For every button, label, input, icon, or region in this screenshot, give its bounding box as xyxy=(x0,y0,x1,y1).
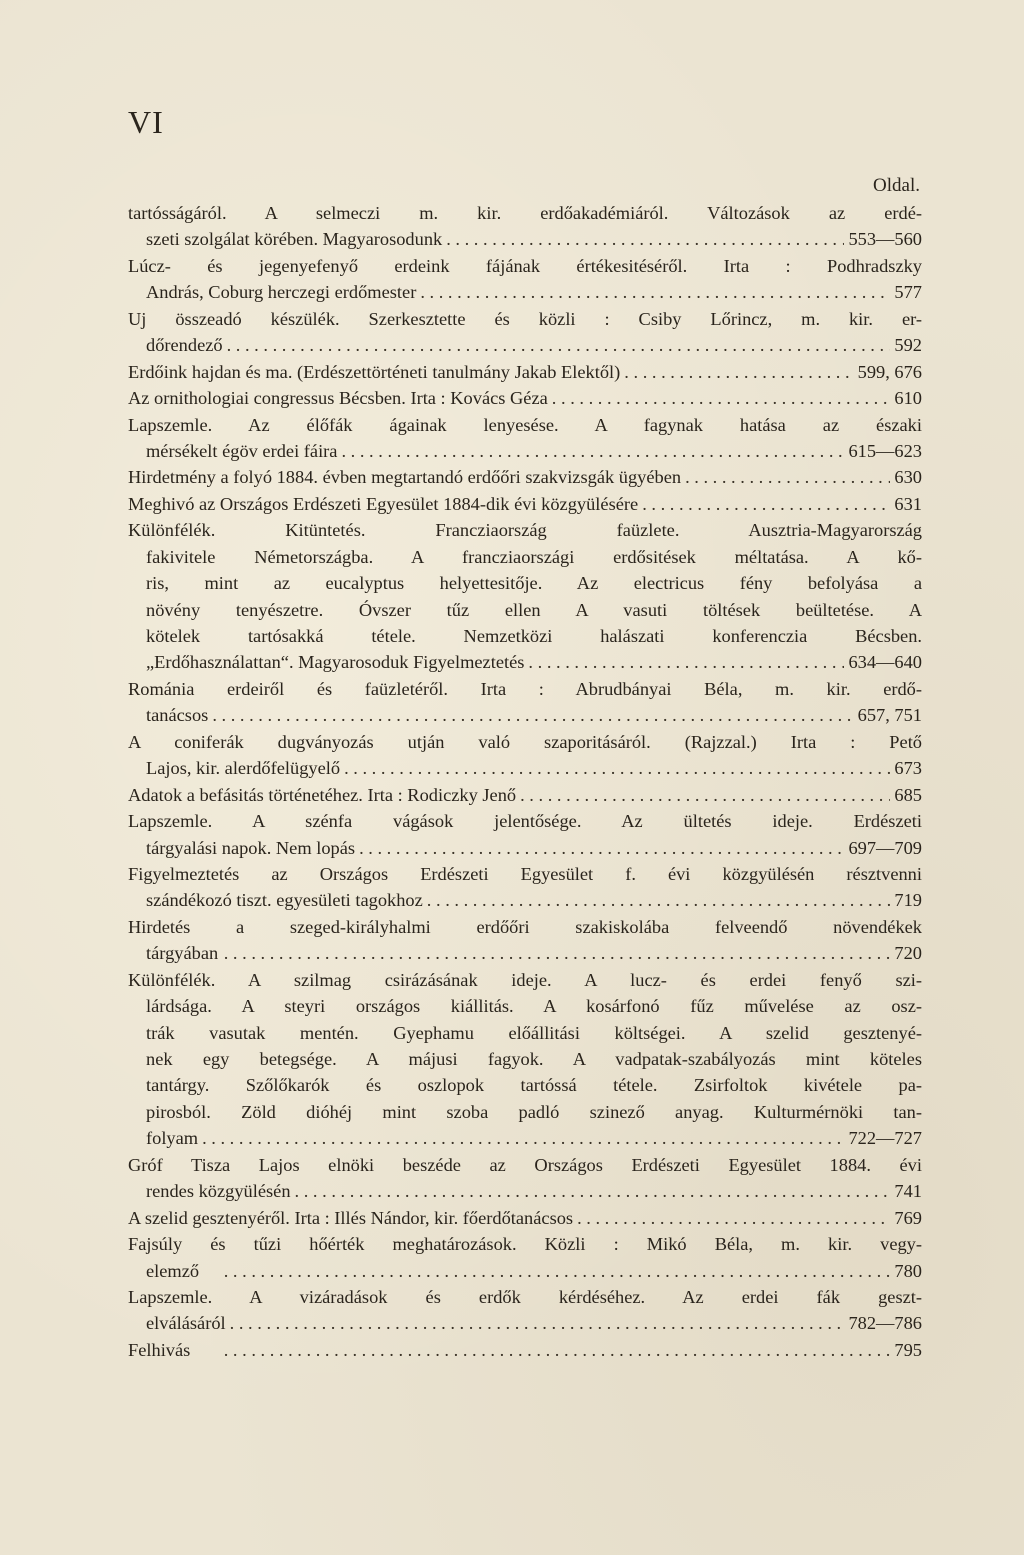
toc-page-ref: 720 xyxy=(894,943,922,964)
toc-entry xyxy=(128,464,922,490)
toc-entry-text: Hirdetés a szeged-királyhalmi erdőőri szakiskolába felveendő növendékek xyxy=(128,916,922,937)
toc-page-ref: 577 xyxy=(894,282,922,303)
toc-entry-line xyxy=(128,1258,922,1284)
dot-leader xyxy=(685,464,890,490)
dot-leader xyxy=(203,1258,890,1284)
toc-page-ref: 782—786 xyxy=(848,1313,922,1334)
toc-entry-line xyxy=(128,359,922,385)
toc-entry xyxy=(128,1231,922,1284)
toc-entry-line xyxy=(128,623,922,649)
dot-leader xyxy=(420,279,890,305)
dot-leader xyxy=(341,438,844,464)
toc-entry-title: Felhivás xyxy=(128,1339,191,1360)
toc-entry-line xyxy=(128,491,922,517)
dot-leader xyxy=(194,1337,890,1363)
toc-entry xyxy=(128,914,922,967)
dot-leader xyxy=(212,702,853,728)
toc-entry-line xyxy=(128,1178,922,1204)
toc-entry-line xyxy=(128,332,922,358)
toc-entry-line xyxy=(128,464,922,490)
toc-entry-line xyxy=(128,438,922,464)
toc-entry-title: mérsékelt égöv erdei fáira xyxy=(146,440,338,461)
toc-entry-title: elemző xyxy=(146,1260,200,1281)
toc-entry-text: kötelek tartósakká tétele. Nemzetközi halászati konferenczia Bécsben. xyxy=(146,626,922,646)
toc-entry-text: Lúcz- és jegenyefenyő erdeink fájának értékesitéséről. Irta : Podhradszky xyxy=(128,255,922,276)
toc-entry-text: Lapszemle. A szénfa vágások jelentősége. Az ültetés ideje. Erdészeti xyxy=(128,811,922,832)
toc-entry-text: Gróf Tisza Lajos elnöki beszéde az Országos Erdészeti Egyesület 1884. évi xyxy=(128,1154,922,1175)
toc-entry-title: elválásáról xyxy=(146,1313,226,1334)
toc-page-ref: 610 xyxy=(894,388,922,409)
toc-entry-title: dőrendező xyxy=(146,335,223,356)
toc-entry xyxy=(128,782,922,808)
toc-entry-line xyxy=(128,544,922,570)
toc-entry-text: pirosból. Zöld dióhéj mint szoba padló szinező anyag. Kulturmérnöki tan- xyxy=(146,1101,922,1122)
toc-entry-title: „Erdőhasználattan“. Magyarosoduk Figyelmeztetés xyxy=(146,652,525,673)
toc-entry xyxy=(128,861,922,914)
toc-entry-line xyxy=(128,702,922,728)
toc-page-ref: 685 xyxy=(894,784,922,805)
toc-entry-line xyxy=(128,1072,922,1098)
toc-entry-title: tanácsos xyxy=(146,705,209,726)
toc-entry-text: ris, mint az eucalyptus helyettesitője. Az electricus fény befolyása a xyxy=(146,573,922,594)
toc-entry xyxy=(128,1152,922,1205)
dot-leader xyxy=(295,1178,891,1204)
toc-entry-text: nek egy betegsége. A májusi fagyok. A vadpatak-szabályozás mint köteles xyxy=(146,1049,922,1069)
toc-entry-line xyxy=(128,649,922,675)
toc-entry xyxy=(128,253,922,306)
toc-entry-line xyxy=(128,412,922,438)
toc-entry-title: Lajos, kir. alerdőfelügyelő xyxy=(146,758,341,779)
toc-entry-line xyxy=(128,993,922,1019)
toc-entry-text: Lapszemle. Az élőfák ágainak lenyesése. A fagynak hatása az északi xyxy=(128,414,922,435)
toc-entry-text: tantárgy. Szőlőkarók és oszlopok tartóssá tétele. Zsirfoltok kivétele pa- xyxy=(146,1075,922,1096)
toc-entry xyxy=(128,1284,922,1337)
toc-entry xyxy=(128,306,922,359)
toc-entry-line xyxy=(128,782,922,808)
toc-entry xyxy=(128,1205,922,1231)
toc-entry-text: lárdsága. A steyri országos kiállitás. A kosárfonó fűz művelése az osz- xyxy=(146,996,922,1017)
toc-entry xyxy=(128,359,922,385)
toc-page-ref: 780 xyxy=(894,1260,922,1281)
toc-page-ref: 631 xyxy=(894,493,922,514)
toc-entry xyxy=(128,1337,922,1363)
toc-entry-line xyxy=(128,1152,922,1178)
toc-entry-line xyxy=(128,967,922,993)
toc-entry-text: Különfélék. Kitüntetés. Francziaország faüzlete. Ausztria-Magyarország xyxy=(128,520,922,541)
column-header: Oldal. xyxy=(873,175,920,196)
toc-entry-text: Különfélék. A szilmag csirázásának ideje. A lucz- és erdei fenyő szi- xyxy=(128,969,922,990)
toc-entry-line xyxy=(128,1046,922,1072)
toc-entry-line xyxy=(128,1099,922,1125)
toc-page-ref: 719 xyxy=(894,890,922,911)
toc-page-ref: 673 xyxy=(894,758,922,779)
toc-entry-title: tárgyalási napok. Nem lopás xyxy=(146,837,356,858)
toc-entry xyxy=(128,412,922,465)
toc-entry-line xyxy=(128,517,922,543)
dot-leader xyxy=(230,1310,845,1336)
dot-leader xyxy=(577,1205,890,1231)
toc-entry-line xyxy=(128,1125,922,1151)
toc-entry-line xyxy=(128,200,922,226)
toc-page-ref: 769 xyxy=(894,1207,922,1228)
dot-leader xyxy=(202,1125,844,1151)
toc-page-ref: 657, 751 xyxy=(857,705,922,726)
toc-page-ref: 599, 676 xyxy=(857,361,922,382)
toc-entry-text: Fajsúly és tűzi hőérték meghatározások. Közli : Mikó Béla, m. kir. vegy- xyxy=(128,1234,922,1255)
toc-entry-title: rendes közgyülésén xyxy=(146,1181,291,1202)
toc-page-ref: 553—560 xyxy=(848,229,922,250)
dot-leader xyxy=(359,835,844,861)
toc-entry xyxy=(128,967,922,1152)
dot-leader xyxy=(427,887,891,913)
toc-entry-text: fakivitele Németországba. A francziaországi erdősitések méltatása. A kő- xyxy=(146,546,922,567)
toc-entry-line xyxy=(128,279,922,305)
toc-entry-line xyxy=(128,676,922,702)
toc-entry xyxy=(128,676,922,729)
toc-entry-title: tárgyában xyxy=(146,943,219,964)
dot-leader xyxy=(222,940,890,966)
toc-entry-line xyxy=(128,835,922,861)
dot-leader xyxy=(227,332,891,358)
toc-entry-line xyxy=(128,226,922,252)
toc-entry xyxy=(128,385,922,411)
toc-entry-line xyxy=(128,1205,922,1231)
toc-entry-text: Uj összeadó készülék. Szerkesztette és közli : Csiby Lőrincz, m. kir. er- xyxy=(128,308,922,329)
toc-page-ref: 697—709 xyxy=(848,837,922,858)
toc-entry-line xyxy=(128,1284,922,1310)
toc-entry-line xyxy=(128,597,922,623)
toc-entry-title: Erdőink hajdan és ma. (Erdészettörténeti tanulmány Jakab Elektől) xyxy=(128,361,621,382)
toc-entry-line xyxy=(128,1020,922,1046)
dot-leader xyxy=(528,649,844,675)
dot-leader xyxy=(552,385,891,411)
toc-page-ref: 795 xyxy=(894,1339,922,1360)
toc-page-ref: 615—623 xyxy=(848,440,922,461)
toc-entry-line xyxy=(128,306,922,332)
toc-entry-title: Meghivó az Országos Erdészeti Egyesület 1884-dik évi közgyülésére xyxy=(128,493,639,514)
toc-entry xyxy=(128,729,922,782)
toc-entry-line xyxy=(128,1337,922,1363)
toc-entry xyxy=(128,517,922,676)
toc-entry-line xyxy=(128,253,922,279)
toc-entry-title: szándékozó tiszt. egyesületi tagokhoz xyxy=(146,890,423,911)
toc-entry-line xyxy=(128,808,922,834)
table-of-contents xyxy=(128,200,922,1363)
toc-entry-line xyxy=(128,887,922,913)
dot-leader xyxy=(344,755,890,781)
toc-entry-line xyxy=(128,940,922,966)
dot-leader xyxy=(520,782,890,808)
page-number: VI xyxy=(128,104,164,140)
toc-entry-line xyxy=(128,385,922,411)
toc-entry-line xyxy=(128,570,922,596)
toc-entry-title: A szelid gesztenyéről. Irta : Illés Nándor, kir. főerdőtanácsos xyxy=(128,1207,574,1228)
toc-page-ref: 741 xyxy=(894,1181,922,1202)
toc-entry-line xyxy=(128,729,922,755)
toc-entry-text: tartósságáról. A selmeczi m. kir. erdőakadémiáról. Változások az erdé- xyxy=(128,203,922,223)
toc-entry-title: Hirdetmény a folyó 1884. évben megtartandó erdőőri szakvizsgák ügyében xyxy=(128,467,682,488)
toc-entry-text: trák vasutak mentén. Gyephamu előállitási költségei. A szelid gesztenyé- xyxy=(146,1022,922,1043)
toc-entry-title: András, Coburg herczegi erdőmester xyxy=(146,282,417,303)
dot-leader xyxy=(446,226,844,252)
toc-page-ref: 592 xyxy=(894,335,922,356)
toc-entry-text: Figyelmeztetés az Országos Erdészeti Egyesület f. évi közgyülésén résztvenni xyxy=(128,863,922,884)
toc-entry-title: Adatok a befásitás történetéhez. Irta : Rodiczky Jenő xyxy=(128,784,517,805)
toc-entry-line xyxy=(128,914,922,940)
toc-entry-title: szeti szolgálat körében. Magyarosodunk xyxy=(146,229,443,250)
toc-entry-line xyxy=(128,1310,922,1336)
toc-entry-text: A coniferák dugványozás utján való szaporitásáról. (Rajzzal.) Irta : Pető xyxy=(128,731,922,752)
toc-page-ref: 722—727 xyxy=(848,1128,922,1149)
toc-entry xyxy=(128,491,922,517)
dot-leader xyxy=(642,491,890,517)
toc-entry xyxy=(128,808,922,861)
toc-page-ref: 634—640 xyxy=(848,652,922,673)
toc-entry-line xyxy=(128,861,922,887)
toc-entry-text: Románia erdeiről és faüzletéről. Irta : Abrudbányai Béla, m. kir. erdő- xyxy=(128,678,922,699)
toc-entry-title: Az ornithologiai congressus Bécsben. Irta : Kovács Géza xyxy=(128,388,548,409)
toc-entry xyxy=(128,200,922,253)
toc-page-ref: 630 xyxy=(894,467,922,488)
toc-entry-line xyxy=(128,1231,922,1257)
toc-entry-text: Lapszemle. A vizáradások és erdők kérdéséhez. Az erdei fák geszt- xyxy=(128,1286,922,1307)
toc-entry-text: növény tenyészetre. Óvszer tűz ellen A vasuti töltések beültetése. A xyxy=(146,599,922,620)
dot-leader xyxy=(624,359,853,385)
toc-entry-title: folyam xyxy=(146,1128,199,1149)
toc-entry-line xyxy=(128,755,922,781)
